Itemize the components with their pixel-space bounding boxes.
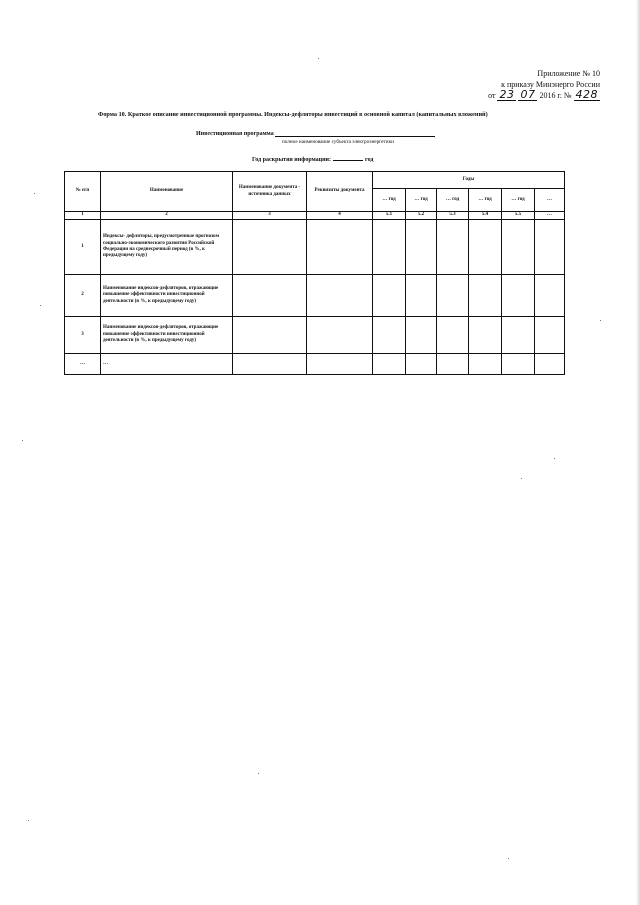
scan-speck — [40, 305, 41, 306]
col-number: 5.5 — [502, 212, 535, 220]
year-col: … — [535, 189, 565, 212]
empty-cell — [469, 354, 502, 375]
row-name: Наименование индексов-дефляторов, отражающие повышение эффективности инвестиционной деятельности (в %, к предыдущему году) — [101, 317, 233, 354]
date-prefix: от — [488, 91, 496, 100]
year-col: … год — [469, 189, 502, 212]
appendix-block — [440, 68, 600, 101]
empty-cell — [437, 220, 469, 275]
row-num: 1 — [65, 220, 101, 275]
empty-cell — [406, 317, 437, 354]
header-source-doc: Наименование документа - источника данных — [233, 172, 307, 212]
row-name: … — [101, 354, 233, 375]
header-num: № п/п — [65, 172, 101, 212]
row-name: Индексы- дефляторы, предусмотренные прогнозом социально-экономического развития Российской Федерации на среднесрочный период (в %, к предыдущему году) — [101, 220, 233, 275]
scan-speck — [258, 773, 259, 774]
table-row — [65, 354, 565, 375]
scan-speck — [318, 58, 319, 59]
empty-cell — [535, 220, 565, 275]
appendix-order-ref: к приказу Минэнерго России — [501, 80, 600, 89]
col-number: 5.3 — [437, 212, 469, 220]
date-year-text: 2016 г. № — [539, 91, 572, 100]
empty-cell — [406, 275, 437, 317]
empty-cell — [307, 317, 373, 354]
empty-cell — [373, 354, 406, 375]
disclosure-label: Год раскрытия информации: — [252, 157, 332, 163]
empty-cell — [437, 275, 469, 317]
disclosure-line — [252, 157, 373, 163]
year-col: … год — [437, 189, 469, 212]
empty-cell — [502, 275, 535, 317]
table-row — [65, 220, 565, 275]
disclosure-suffix: год — [365, 157, 374, 163]
handwritten-month: 07 — [520, 88, 536, 101]
disclosure-blank-line — [333, 160, 363, 161]
scan-speck — [554, 458, 555, 459]
empty-cell — [502, 220, 535, 275]
scan-speck — [508, 858, 509, 859]
page-edge-shadow — [636, 0, 640, 905]
empty-cell — [373, 317, 406, 354]
table-row — [65, 317, 565, 354]
appendix-date-line — [440, 90, 600, 101]
row-num: … — [65, 354, 101, 375]
empty-cell — [535, 275, 565, 317]
row-num: 2 — [65, 275, 101, 317]
empty-cell — [535, 317, 565, 354]
empty-cell — [469, 275, 502, 317]
empty-cell — [406, 354, 437, 375]
row-name: Наименование индексов-дефляторов, отражающие повышение эффективности инвестиционной деятельности (в %, к предыдущему году) — [101, 275, 233, 317]
row-num: 3 — [65, 317, 101, 354]
year-col: … год — [502, 189, 535, 212]
col-number: 4 — [307, 212, 373, 220]
empty-cell — [373, 220, 406, 275]
empty-cell — [233, 275, 307, 317]
col-number: 2 — [101, 212, 233, 220]
empty-cell — [437, 317, 469, 354]
program-label: Инвестиционная программа — [196, 131, 274, 137]
empty-cell — [535, 354, 565, 375]
empty-cell — [307, 220, 373, 275]
empty-cell — [373, 275, 406, 317]
deflator-table — [64, 171, 565, 375]
col-number: 1 — [65, 212, 101, 220]
empty-cell — [233, 317, 307, 354]
col-number: … — [535, 212, 565, 220]
year-col: … год — [406, 189, 437, 212]
program-blank-line — [275, 136, 435, 137]
header-requisites: Реквизиты документа — [307, 172, 373, 212]
empty-cell — [307, 354, 373, 375]
col-number: 5.4 — [469, 212, 502, 220]
scan-speck — [22, 440, 23, 441]
col-number: 5.1 — [373, 212, 406, 220]
scan-speck — [28, 820, 29, 821]
empty-cell — [437, 354, 469, 375]
empty-cell — [469, 220, 502, 275]
empty-cell — [502, 317, 535, 354]
scan-speck — [600, 320, 601, 321]
col-number: 5.2 — [406, 212, 437, 220]
handwritten-number: 428 — [575, 88, 598, 101]
empty-cell — [469, 317, 502, 354]
empty-cell — [233, 220, 307, 275]
col-number: 3 — [233, 212, 307, 220]
table-row — [65, 275, 565, 317]
form-title: Форма 10. Краткое описание инвестиционной программы. Индексы-дефляторы инвестиций в основной капитал (капитальных вложений) — [98, 111, 488, 118]
empty-cell — [406, 220, 437, 275]
program-line — [196, 131, 435, 137]
empty-cell — [502, 354, 535, 375]
year-col: … год — [373, 189, 406, 212]
scan-speck — [521, 478, 522, 479]
handwritten-day: 23 — [499, 88, 515, 101]
scan-speck — [34, 193, 35, 194]
empty-cell — [307, 275, 373, 317]
header-years: Годы — [373, 172, 565, 189]
program-sublabel: полное наименование субъекта электроэнергетики — [282, 139, 394, 145]
appendix-title: Приложение № 10 — [537, 69, 600, 78]
empty-cell — [233, 354, 307, 375]
header-name: Наименование — [101, 172, 233, 212]
